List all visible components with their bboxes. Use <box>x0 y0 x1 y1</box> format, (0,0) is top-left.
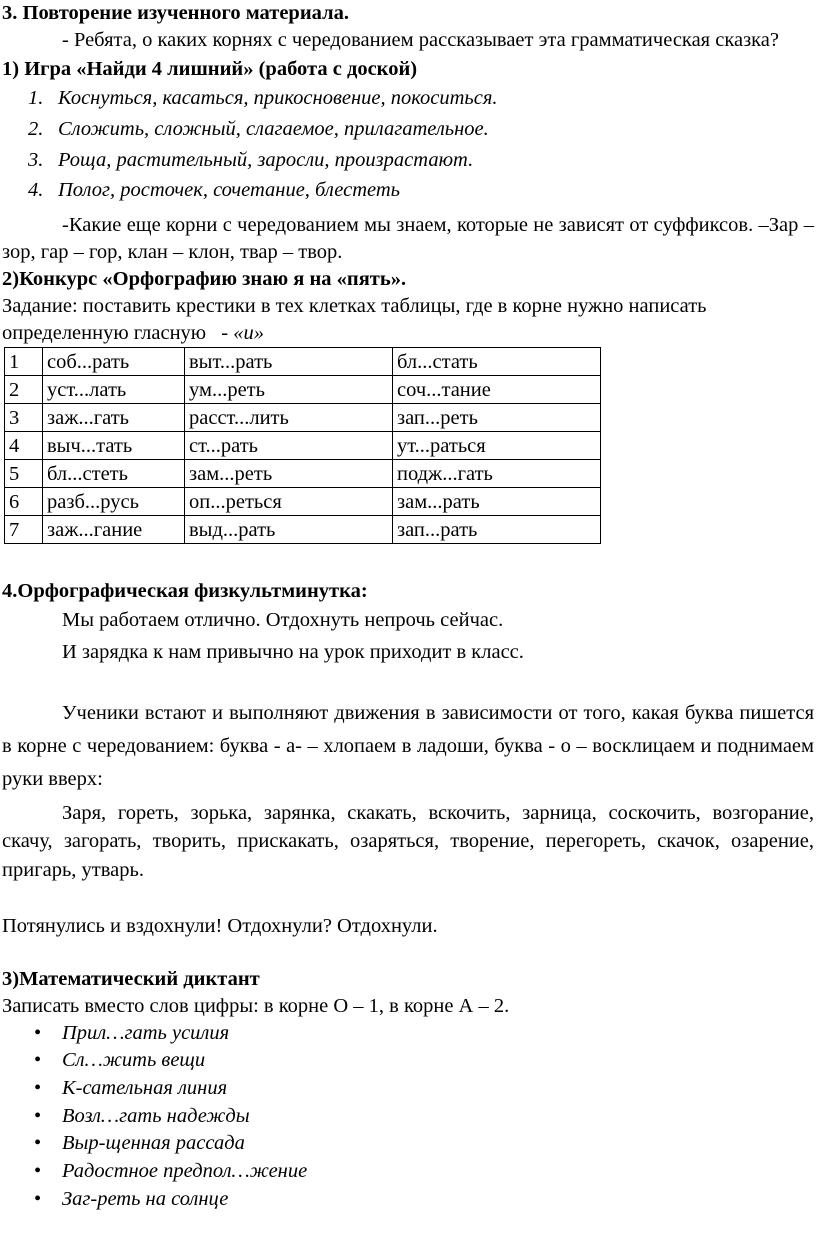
table-cell-word: заж...гать <box>43 404 185 432</box>
table-cell-word: подж...гать <box>393 460 601 488</box>
list-item: • Возл…гать надежды <box>2 1103 814 1131</box>
game-list <box>2 83 814 206</box>
table-row <box>5 432 601 460</box>
table-cell-word: бл...стать <box>393 348 601 376</box>
table-cell-word: соб...рать <box>43 348 185 376</box>
table-cell-word: соч...тание <box>393 376 601 404</box>
dictation-list <box>2 1020 814 1214</box>
section4-closing: Потянулись и вздохнули! Отдохнули? Отдохнули. <box>2 914 438 937</box>
game-heading: 1) Игра «Найди 4 лишний» (работа с доской) <box>2 58 418 81</box>
contest-task-suffix: - «и» <box>221 322 264 345</box>
table-cell-word: ст...рать <box>185 432 393 460</box>
list-item: 2. Сложить, сложный, слагаемое, прилагательное. <box>28 117 489 140</box>
game-followup: -Какие еще корни с чередованием мы знаем, которые не зависят от суффиксов. –Зар – зор, гар – гор, клан – клон, твар – твор. <box>2 214 814 264</box>
table-cell-word: бл...стеть <box>43 460 185 488</box>
table-row <box>5 348 601 376</box>
table-row <box>5 488 601 516</box>
table-cell-word: выт...рать <box>185 348 393 376</box>
table-cell-word: выд...рать <box>185 516 393 544</box>
list-item: • Заг-реть на солнце <box>2 1186 814 1214</box>
table-row <box>5 460 601 488</box>
table-cell-number: 3 <box>5 404 43 432</box>
dictation-heading: 3)Математический диктант <box>2 967 260 990</box>
table-cell-word: зам...рать <box>393 488 601 516</box>
table-cell-word: зап...реть <box>393 404 601 432</box>
contest-heading: 2)Конкурс «Орфографию знаю я на «пять». <box>2 268 407 291</box>
poem-line: Мы работаем отлично. Отдохнуть непрочь сейчас. <box>62 609 504 632</box>
list-item: 1. Коснуться, касаться, прикосновение, покоситься. <box>28 87 498 110</box>
table-cell-number: 1 <box>5 348 43 376</box>
table-row <box>5 404 601 432</box>
list-item: • Радостное предпол…жение <box>2 1158 814 1186</box>
section4-instructions: Ученики встают и выполняют движения в зависимости от того, какая буква пишется в корне с чередованием: буква - а- – хлопаем в ладоши, буква - о – восклицаем и поднимаем руки вверх: <box>2 701 814 791</box>
list-item: • Выр-щенная рассада <box>2 1130 814 1158</box>
spelling-table <box>4 347 601 544</box>
list-item: • К-сательная линия <box>2 1075 814 1103</box>
section4-words: Заря, гореть, зорька, зарянка, скакать, вскочить, зарница, соскочить, возгорание, скачу, загорать, творить, прискакать, озаряться, творение, перегореть, скачок, озарение, пригарь, утварь. <box>2 801 814 881</box>
table-cell-number: 5 <box>5 460 43 488</box>
list-item: • Прил…гать усилия <box>2 1020 814 1048</box>
table-cell-number: 6 <box>5 488 43 516</box>
table-cell-word: зап...рать <box>393 516 601 544</box>
table-cell-word: ум...реть <box>185 376 393 404</box>
section3-heading: 3. Повторение изученного материала. <box>2 2 349 24</box>
list-item: 4. Полог, росточек, сочетание, блестеть <box>28 179 401 202</box>
contest-task-text: Задание: поставить крестики в тех клетках таблицы, где в корне нужно написать определенную гласную <box>2 295 707 345</box>
table-cell-word: разб...русь <box>43 488 185 516</box>
poem <box>2 605 814 669</box>
table-cell-word: ут...раться <box>393 432 601 460</box>
table-cell-number: 2 <box>5 376 43 404</box>
table-row <box>5 516 601 544</box>
section4-heading: 4.Орфографическая физкультминутка: <box>2 580 368 603</box>
table-cell-number: 7 <box>5 516 43 544</box>
list-item: • Сл…жить вещи <box>2 1047 814 1075</box>
table-cell-number: 4 <box>5 432 43 460</box>
table-cell-word: оп...реться <box>185 488 393 516</box>
table-cell-word: заж...гание <box>43 516 185 544</box>
table-cell-word: выч...тать <box>43 432 185 460</box>
table-row <box>5 376 601 404</box>
section3-question: - Ребята, о каких корнях с чередованием рассказывает эта грамматическая сказка? <box>62 29 780 52</box>
table-cell-word: уст...лать <box>43 376 185 404</box>
table-cell-word: зам...реть <box>185 460 393 488</box>
dictation-task: Записать вместо слов цифры: в корне О – 1, в корне А – 2. <box>2 994 510 1017</box>
table-cell-word: расст...лить <box>185 404 393 432</box>
contest-task <box>2 293 814 347</box>
list-item: 3. Роща, растительный, заросли, произрастают. <box>28 148 474 171</box>
poem-line: И зарядка к нам привычно на урок приходит в класс. <box>62 641 524 664</box>
